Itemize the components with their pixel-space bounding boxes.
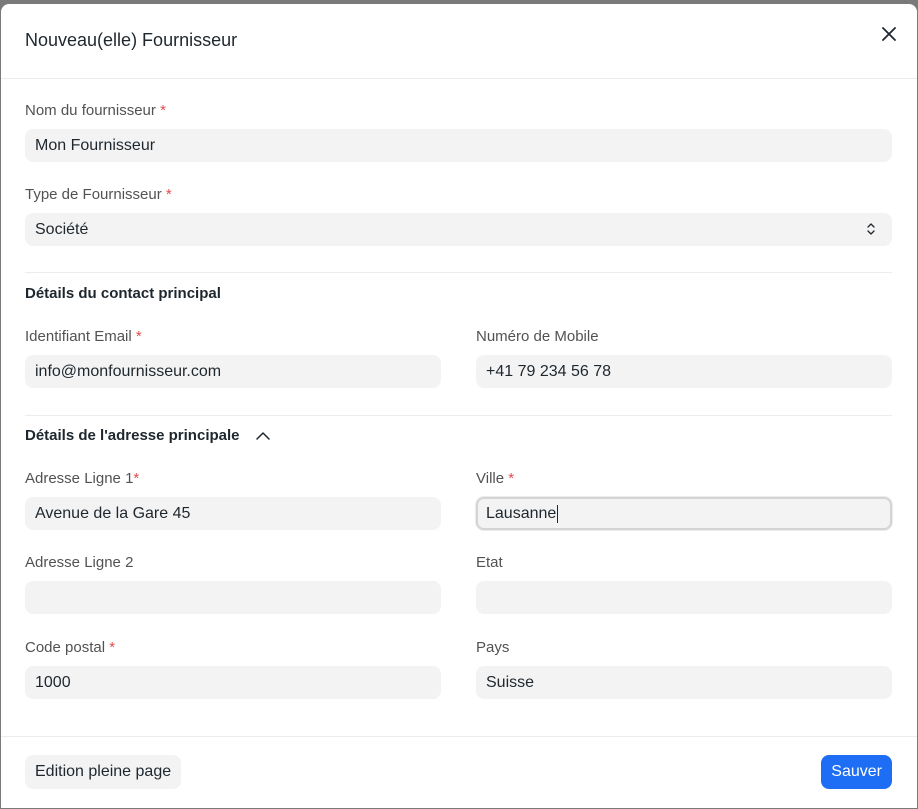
contact-section-title: Détails du contact principal [25,285,221,302]
supplier-type-field [25,185,892,246]
email-label: Identifiant Email * [25,328,142,345]
address-line1-field [25,469,441,530]
state-label: Etat [476,554,503,571]
chevron-up-icon[interactable] [256,431,270,441]
mobile-input[interactable]: +41 79 234 56 78 [476,355,892,388]
dialog-body [1,79,917,737]
country-label: Pays [476,639,510,656]
dialog-footer [1,736,917,809]
city-input[interactable] [476,497,892,530]
address-line2-field [25,553,441,614]
country-field [476,638,892,699]
text-caret [557,505,558,523]
state-field [476,553,892,614]
supplier-name-field [25,101,892,162]
required-marker: * [508,470,515,487]
supplier-type-label: Type de Fournisseur * [25,186,172,203]
close-icon [881,26,897,42]
mobile-label: Numéro de Mobile [476,328,599,345]
country-input[interactable]: Suisse [476,666,892,699]
mobile-field [476,327,892,388]
supplier-name-input[interactable]: Mon Fournisseur [25,129,892,162]
address-line1-input[interactable]: Avenue de la Gare 45 [25,497,441,530]
new-supplier-dialog [1,4,917,808]
postal-code-input[interactable]: 1000 [25,666,441,699]
email-field [25,327,441,388]
state-input[interactable] [476,581,892,614]
save-button[interactable]: Sauver [821,755,892,789]
email-input[interactable]: info@monfournisseur.com [25,355,441,388]
close-button[interactable] [877,22,901,46]
address-line2-input[interactable] [25,581,441,614]
required-marker: * [165,186,172,203]
postal-code-field [25,638,441,699]
address-line1-label: Adresse Ligne 1* [25,470,140,487]
address-section-title[interactable]: Détails de l'adresse principale [25,427,270,444]
address-line2-label: Adresse Ligne 2 [25,554,134,571]
supplier-name-label: Nom du fournisseur * [25,102,166,119]
required-marker: * [160,102,166,119]
required-marker: * [133,470,140,487]
full-page-edit-button[interactable]: Edition pleine page [25,755,181,789]
section-divider [25,415,892,416]
supplier-type-select[interactable] [25,213,892,246]
supplier-type-value: Société [35,221,89,238]
required-marker: * [135,328,142,345]
city-value: Lausanne [486,505,557,522]
postal-code-label: Code postal * [25,639,116,656]
chevron-up-down-icon [866,221,876,237]
city-label: Ville * [476,470,515,487]
section-divider [25,272,892,273]
city-field [476,469,892,530]
dialog-header [1,4,917,79]
dialog-title: Nouveau(elle) Fournisseur [25,30,238,50]
required-marker: * [109,639,116,656]
